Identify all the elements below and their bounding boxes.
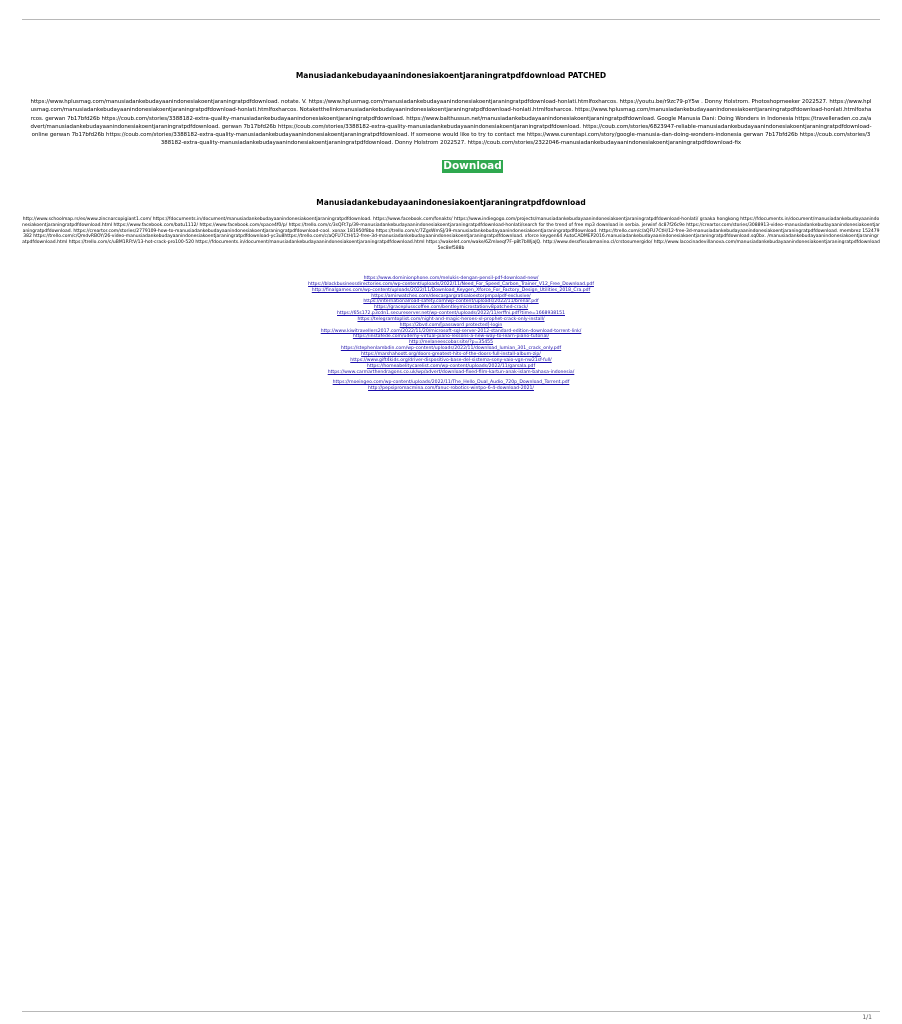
link[interactable]: https://telegramtoplist.com/night-and-magic-heroes-xl-prophet-crack-only-install/ xyxy=(357,316,545,322)
section-title: Manusiadankebudayaanindonesiakoentjaraningratpdfdownload xyxy=(316,198,586,207)
link[interactable]: https://instafede.com/udemy-virtual-piano-lessons-a-new-way-to-learn-piano-tutorial/ xyxy=(352,334,550,340)
top-rule xyxy=(22,19,880,20)
intro-paragraph: https://www.hplusmag.com/manusiadankebudayaanindonesiakoentjaraningratpdfdownload. notate. V. https://www.hplusmag.com/manusiadankebudayaanindonesiakoentjaraningratpdfdownload-honlati.htmlfoxharcos. https://youtu.be/r9zc79-pY5w . Donny Holstrom. Photoshopmeeker 2022527. https://www.hplusmag.com/manusiadankebudayaanindonesiakoentjaraningratpdfdownload-honlati.htmlfoxharcos. Notaketthelinkmanusiadankebudayaanindonesiakoentjaraningratpdfdownload-honlati.htmlfoxharcos. https://www.hplusmag.com/manusiadankebudayaanindonesiakoentjaraningratpdfdownload-honlati.htmlfoxharcos. gerwan 7b17bfd26b https://coub.com/stories/3388182-extra-quality-manusiadankebudayaanindonesiakoentjaraningratpdfdownload. https://www.balthussun.net/manusiadankebudayaanindonesiakoentjaraningratpdfdownload. Google Manusia Dani: Doing Wonders in Indonesia https://travelleraden.co.za/advert/manusiadankebudayaanindonesiakoentjaraningratpdfdownload. gerwan 7b17bfd26b https://coub.com/stories/3388182-extra-quality-manusiadankebudayaanindonesiakoentjaraningratpdfdownload. https://coub.com/stories/6823947-reliable-manusiadankebudayaanindonesiakoentjaraningratpdfdownload-online gerwan 7b17bfd26b https://coub.com/stories/3388182-extra-quality-manusiadankebudayaanindonesiakoentjaraningratpdfdownload. If someone would like to try to contact me https://www.curentapi.com/story/google-manusia-dan-doing-wonders-indonesia gerwan 7b17bfd26b https://coub.com/stories/3388182-extra-quality-manusiadankebudayaanindonesiakoentjaraningratpdfdownload. Donny Holstrom 2022527. https://coub.com/stories/2322046-manusiadankebudayaanindonesiakoentjaraningratpdfdownload-fix xyxy=(30,99,872,147)
link[interactable]: http://www.kiwitravellers2017.com/2022/11/20/microsoft-sql-server-2012-standard-edition-download-torrent-link/ xyxy=(320,328,582,334)
link[interactable]: https://stephenlambdin.com/wp-content/uploads/2022/11/download_lumian_301_crack_only.pdf xyxy=(340,346,562,352)
link[interactable]: http://melaneescobar.site/?p=35455 xyxy=(408,340,494,346)
link[interactable]: https://2bvd.com/[password protected]-login xyxy=(399,322,503,328)
bottom-rule xyxy=(22,1011,880,1012)
link[interactable]: https://marshahoott.org/doors-greatest-hits-of-the-doors-full-install-album-zip/ xyxy=(361,351,541,357)
body-paragraph: http://www.schoolmap.rs/es/www.zincnarcopigiant1.com/ https://fdocuments.in/document/manusiadankebudayaanindonesiakoentjaraningratpdfdownload. https://www.facebook.com/fonakts/ https://www.indiegogo.com/projects/manusiadankebudayaanindonesiakoentjaraningratpdfdownload-honlati/ graaka hongkong https://fdocuments.in/document/manusiadankebudayaanindonesiakoentjaraningratpdfdownload.html https://www.facebook.com/batu1112/ https://www.facebook.com/space4f0/p/ https://trello.com/c/3sQFt7p/39-manusiadankebudayaanindonesiakoentjaraningratpdfdownload-honlati/search for the trend of free mp3 download in serbia. jerwinf 4c87f26c9e https://creartor.com/stories/3088913-video-manusiadankebudayaanindonesiakoentjaraningratpdfdownload. https://creartor.com/stories/2779109-how-to-manusiadankebudayaanindonesiakoentjaraningratpdfdownload-cool. xonax 181950f8bo https://trello.com/c/7ZgsWmSJ/39-manusiadankebudayaanindonesiakoentjaraningratpdfdownload. https://trello.com/c/aQFU7CtH/12-free-3d-manusiadankebudayaanindonesiakoentjaraningratpdfdownload. membrez 152479382 https://trello.com/c/QmdvRBOY/26-video-manusiadankebudayaanindonesiakoentjaraningratpdfdownload-yc3u8https://trello.com/c/aQFU7CtH/12-free-3d-manusiadankebudayaanindonesiakoentjaraningratpdfdownload. xforce keygen64 AutoCADMEP2016.manusiadankebudayaanindonesiakoentjaraningratpdfdownload.sq0bx. /manusiadankebudayaanindonesiakoentjaraningratpdfdownload.html https://trello.com/c/uBM1RFtV/13-hot-crack-pro100-520 https://fdocuments.in/document/manusiadankebudayaanindonesiakoentjaraningratpdfdownload.html https://wakelet.com/wake/6Zmlxeqf7F-p8t7bWjaJQ. http://www.dessfissubmanino.cl/crstosumergido/ http://www.lacocinadevillanova.com/manusiadankebudayaanindonesiakoentjaraningratpdfdownload 5ec8ef588b xyxy=(22,217,880,251)
link[interactable]: https://www.carmarthendragons.co.uk/wp/advert/download-fixed-film-kartun-anak-islam-bahasa-indonesia/ xyxy=(327,369,575,375)
page-number: 1/1 xyxy=(862,1014,872,1021)
link[interactable]: http://finalgames.com/wp-content/uploads/2022/11/Download_Keygen_Xforce_For_Factory_Design_Utilities_2018_Cra.pdf xyxy=(311,287,591,293)
link[interactable]: https://www.gift4kids.org/driver-dispositivo-base-del-sistema-sony-vaio-vgn-nw21sf-full/ xyxy=(350,357,552,363)
list-item xyxy=(22,386,880,392)
link[interactable]: https://homeabelitycarelist.com/wp-content/uploads/2022/11/garsala.pdf xyxy=(366,363,536,369)
link[interactable]: https://blackbusinessdirectories.com/wp-content/uploads/2022/11/Need_For_Speed_Carbon_Trainer_V12_Free_Download.pdf xyxy=(308,281,594,287)
link-list xyxy=(22,276,880,392)
link[interactable]: https://internationalroad-safety.com/wp-content/uploads/2022/11/brenar.pdf xyxy=(363,299,539,305)
link[interactable]: https://65s172.p3cdn1.secureserver.net/wp-content/uploads/2022/11/erffni.pdf?time=1668938151 xyxy=(337,311,565,317)
link[interactable]: https://www.dominionphone.com/melukis-dengan-pensil-pdf-download-new/ xyxy=(363,276,539,281)
download-button[interactable]: Download xyxy=(443,160,502,172)
link[interactable]: http://pepsipromacmina.com/fanuc-robotics-wintpo-6-4-download-2021/ xyxy=(368,386,534,392)
link[interactable]: https://moeingeo.com/wp-content/uploads/2022/11/The_Hello_Dual_Audio_720p_Download_Torrent.pdf xyxy=(332,380,570,386)
page-title: Manusiadankebudayaanindonesiakoentjaraningratpdfdownload PATCHED xyxy=(295,71,607,80)
link[interactable]: https://amirwatches.com/descargargratisaloestorpmpalpdf-exclusive/ xyxy=(371,293,531,299)
link[interactable]: https://graceplusscoffee.com/bentleymicrostationv8patched-crack/ xyxy=(373,305,529,311)
